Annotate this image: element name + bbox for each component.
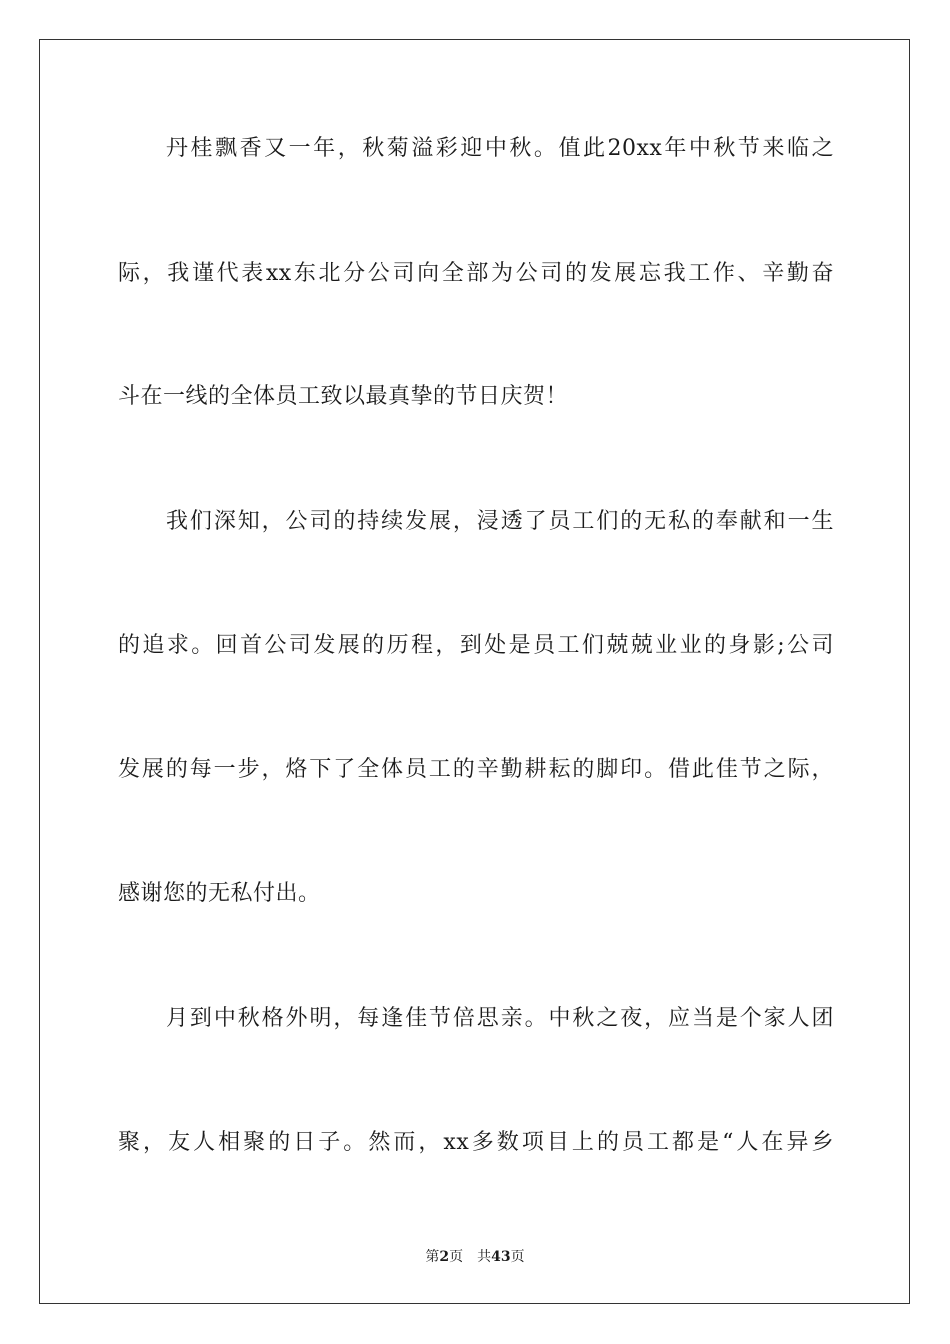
- paragraph-3-line-2: 聚，友人相聚的日子。然而，xx多数项目上的员工都是“人在异乡: [118, 1130, 834, 1155]
- paragraph-2-line-4: 感谢您的无私付出。: [118, 881, 321, 906]
- page-number: 2: [439, 1249, 450, 1265]
- page-border: [39, 39, 910, 1304]
- paragraph-1-line-1: 丹桂飘香又一年，秋菊溢彩迎中秋。值此20xx年中秋节来临之: [166, 136, 834, 161]
- total-prefix: 共: [477, 1249, 492, 1265]
- paragraph-1-line-2: 际，我谨代表xx东北分公司向全部为公司的发展忘我工作、辛勤奋: [118, 261, 834, 286]
- page-footer: [0, 1247, 950, 1267]
- total-suffix: 页: [510, 1249, 525, 1265]
- paragraph-2-line-1: 我们深知，公司的持续发展，浸透了员工们的无私的奉献和一生: [166, 509, 834, 534]
- total-pages: 43: [491, 1249, 511, 1265]
- paragraph-2-line-3: 发展的每一步，烙下了全体员工的辛勤耕耘的脚印。借此佳节之际，: [118, 757, 834, 782]
- page-suffix: 页: [449, 1249, 464, 1265]
- page-prefix: 第: [425, 1249, 440, 1265]
- paragraph-2-line-2: 的追求。回首公司发展的历程，到处是员工们兢兢业业的身影;公司: [118, 633, 834, 658]
- paragraph-3-line-1: 月到中秋格外明，每逢佳节倍思亲。中秋之夜，应当是个家人团: [166, 1006, 834, 1031]
- paragraph-1-line-3: 斗在一线的全体员工致以最真挚的节日庆贺！: [118, 384, 569, 409]
